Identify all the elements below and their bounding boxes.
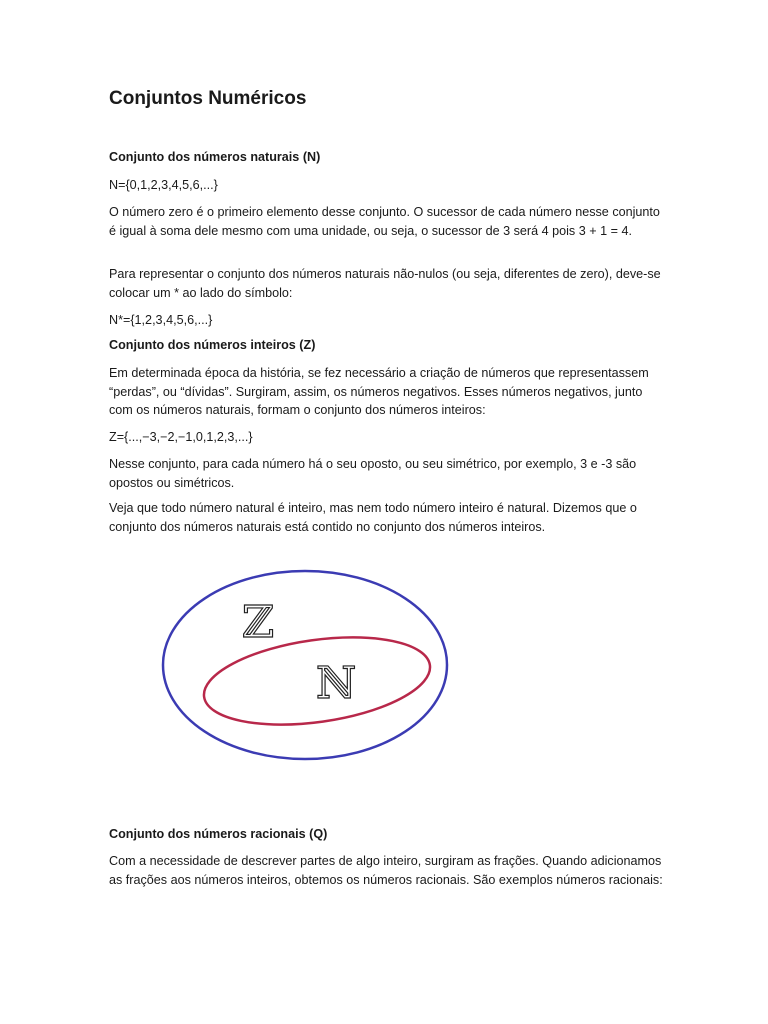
paragraph-inteiros-2: Nesse conjunto, para cada número há o seu oposto, ou seu simétrico, por exemplo, 3 e -3 são opostos ou simétricos.	[109, 457, 637, 490]
paragraph-inteiros-3: Veja que todo número natural é inteiro, mas nem todo número inteiro é natural. Dizemos que o conjunto dos números naturais está contido no conjunto dos números inteiros.	[109, 501, 637, 534]
heading-racionais: Conjunto dos números racionais (Q)	[109, 827, 328, 841]
heading-inteiros: Conjunto dos números inteiros (Z)	[109, 338, 316, 352]
paragraph-naturais-1: O número zero é o primeiro elemento desse conjunto. O sucessor de cada número nesse conjunto é igual à soma dele mesmo com uma unidade, ou seja, o sucessor de 3 será 4 pois 3 + 1 = 4.	[109, 205, 660, 238]
paragraph-naturais-2: Para representar o conjunto dos números naturais não-nulos (ou seja, diferentes de zero), deve-se colocar um * ao lado do símbolo:	[109, 267, 661, 300]
page-title: Conjuntos Numéricos	[109, 88, 307, 109]
paragraph-inteiros-1: Em determinada época da história, se fez necessário a criação de números que representassem “perdas”, ou “dívidas”. Surgiram, assim, os números negativos. Esses números negativos, junto com os números naturais, formam o conjunto dos números inteiros:	[109, 366, 649, 417]
set-naturais-nonzero: N*={1,2,3,4,5,6,...}	[109, 313, 213, 327]
set-n-label: ℕ	[316, 658, 357, 709]
paragraph-racionais-1: Com a necessidade de descrever partes de algo inteiro, surgiram as frações. Quando adicionamos as frações aos números inteiros, obtemos os números racionais. São exemplos números racionais:	[109, 854, 663, 887]
set-inteiros: Z={...,−3,−2,−1,0,1,2,3,...}	[109, 430, 253, 444]
heading-naturais: Conjunto dos números naturais (N)	[109, 150, 321, 164]
set-z-outer-ellipse	[163, 571, 447, 759]
set-naturais: N={0,1,2,3,4,5,6,...}	[109, 178, 218, 192]
set-z-label: ℤ	[242, 597, 275, 648]
venn-diagram	[150, 560, 470, 780]
